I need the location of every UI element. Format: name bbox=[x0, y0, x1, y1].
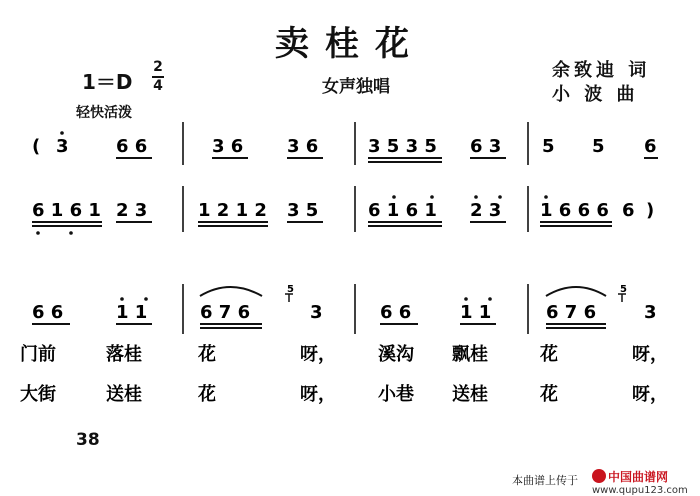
row2-note: 6 bbox=[622, 200, 635, 221]
key-signature: 1＝D bbox=[82, 70, 133, 94]
octave-dot bbox=[464, 297, 468, 301]
row3-note: 6 6 bbox=[32, 302, 64, 323]
lyric-word: 送桂 bbox=[106, 384, 142, 405]
grace-tie bbox=[618, 294, 626, 302]
page-number: 38 bbox=[76, 430, 100, 450]
lyric-word: 飘桂 bbox=[452, 344, 488, 365]
row2-note: 3 5 bbox=[287, 200, 319, 221]
lyric-word: 呀， bbox=[300, 344, 336, 365]
lyrics-verse-1 bbox=[20, 343, 668, 365]
time-signature-bottom: 4 bbox=[153, 78, 163, 94]
site-url: www.qupu123.com bbox=[592, 485, 688, 496]
row1-note: 6 bbox=[644, 136, 657, 157]
grace-note: 5 bbox=[620, 284, 627, 295]
row1-note: 5 bbox=[592, 136, 605, 157]
lyric-word: 呀， bbox=[300, 384, 336, 405]
row1-note: 3 6 bbox=[212, 136, 244, 157]
logo-mark-icon bbox=[592, 469, 606, 483]
row3-note: 6 7 6 bbox=[200, 302, 251, 323]
octave-dot bbox=[392, 195, 396, 199]
site-logo[interactable] bbox=[592, 468, 688, 496]
lyric-word: 溪沟 bbox=[378, 344, 414, 365]
lyric-word: 小巷 bbox=[378, 384, 414, 405]
slur bbox=[200, 287, 262, 296]
octave-dot bbox=[474, 195, 478, 199]
lyric-word: 门前 bbox=[20, 344, 56, 365]
site-logo-text: 中国曲谱网 bbox=[608, 470, 669, 484]
lyric-word: 落桂 bbox=[106, 344, 142, 365]
row3-note: 3 bbox=[644, 302, 657, 323]
octave-dot bbox=[69, 231, 73, 235]
octave-dot bbox=[60, 131, 64, 135]
lyricist-credit: 余致迪 词 bbox=[552, 60, 651, 81]
row1-note: 3 bbox=[56, 136, 69, 157]
lyric-word: 花 bbox=[198, 384, 216, 405]
row1-note: 6 3 bbox=[470, 136, 502, 157]
performer-note: 女声独唱 bbox=[322, 77, 390, 97]
row2-note: 2 3 bbox=[470, 200, 502, 221]
grace-note: 5 bbox=[287, 284, 294, 295]
octave-dot bbox=[36, 231, 40, 235]
row3-note: 6 6 bbox=[380, 302, 412, 323]
grace-tie bbox=[285, 294, 293, 302]
upload-note: 本曲谱上传于 bbox=[512, 474, 578, 487]
octave-dot bbox=[120, 297, 124, 301]
row1-note: 5 bbox=[542, 136, 555, 157]
row1-note: 3 5 3 5 bbox=[368, 136, 437, 157]
tempo-marking: 轻快活泼 bbox=[76, 105, 132, 121]
row2-note: 2 3 bbox=[116, 200, 148, 221]
octave-dot bbox=[498, 195, 502, 199]
composer-credit: 小 波 曲 bbox=[552, 84, 639, 105]
score-row-1 bbox=[32, 122, 658, 165]
octave-dot bbox=[144, 297, 148, 301]
row1-note: 6 6 bbox=[116, 136, 148, 157]
lyric-word: 花 bbox=[540, 384, 558, 405]
slur bbox=[546, 287, 606, 296]
time-signature-top: 2 bbox=[153, 59, 163, 75]
row3-note: 1 1 bbox=[116, 302, 148, 323]
lyric-word: 大街 bbox=[20, 384, 56, 405]
row3-note: 6 7 6 bbox=[546, 302, 597, 323]
row1-open-paren: ( bbox=[32, 136, 41, 157]
row2-note: 6 1 6 1 bbox=[368, 200, 437, 221]
row1-note: 3 6 bbox=[287, 136, 319, 157]
lyric-word: 花 bbox=[540, 344, 558, 365]
row2-note: 1 2 1 2 bbox=[198, 200, 267, 221]
row3-note: 3 bbox=[310, 302, 323, 323]
row3-note: 1 1 bbox=[460, 302, 492, 323]
row2-close-paren: ) bbox=[646, 200, 655, 221]
lyric-word: 呀， bbox=[632, 344, 668, 365]
song-title: 卖桂花 bbox=[275, 24, 425, 64]
score-row-2 bbox=[32, 186, 654, 235]
score-row-3 bbox=[32, 284, 657, 334]
octave-dot bbox=[544, 195, 548, 199]
lyric-word: 呀， bbox=[632, 384, 668, 405]
lyrics-verse-2 bbox=[20, 383, 668, 405]
row2-note: 6 1 6 1 bbox=[32, 200, 101, 221]
row2-note: 1 6 6 6 bbox=[540, 200, 609, 221]
octave-dot bbox=[430, 195, 434, 199]
lyric-word: 花 bbox=[198, 344, 216, 365]
octave-dot bbox=[488, 297, 492, 301]
lyric-word: 送桂 bbox=[452, 384, 488, 405]
